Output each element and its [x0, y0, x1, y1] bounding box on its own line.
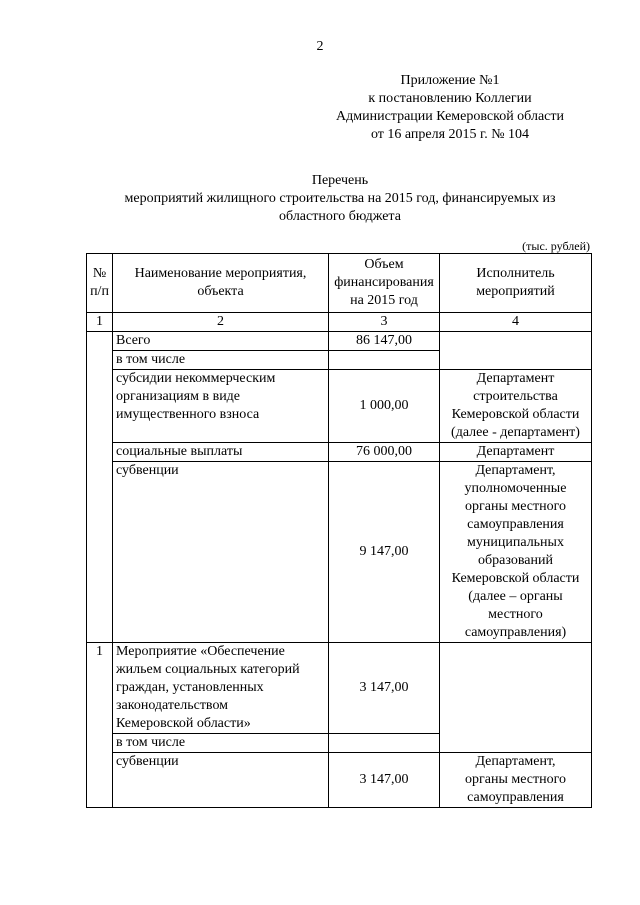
header-executor	[440, 254, 592, 313]
cell-line: строительства	[473, 389, 558, 404]
cell-line: уполномоченные	[464, 481, 567, 496]
cell-line: органы местного	[465, 772, 566, 787]
row-amount: 3 147,00	[329, 753, 440, 808]
cell-line: Департамент	[476, 371, 555, 386]
header-text: Наименование мероприятия,	[134, 266, 307, 281]
cell-line: организациям в виде	[116, 389, 241, 404]
cell-line: образований	[478, 553, 553, 568]
row-executor	[440, 370, 592, 443]
row-amount: 3 147,00	[329, 643, 440, 734]
row-name: Всего	[113, 332, 329, 351]
header-text: мероприятий	[476, 284, 555, 299]
cell-line: самоуправления)	[464, 625, 567, 640]
header-name	[113, 254, 329, 313]
column-number: 3	[329, 313, 440, 332]
row-number-cell	[87, 332, 113, 643]
cell-line: муниципальных	[467, 535, 564, 550]
cell-line: Кемеровской области	[451, 571, 580, 586]
table-row	[87, 462, 592, 643]
header-text: объекта	[197, 284, 244, 299]
page-number: 2	[316, 39, 324, 54]
heading-line: Перечень	[311, 173, 369, 188]
header-text: п/п	[90, 284, 109, 299]
appendix-block	[300, 72, 600, 144]
table-header-row	[87, 254, 592, 313]
header-text: Объем	[364, 257, 404, 272]
cell-line: (далее – органы	[468, 589, 563, 604]
document-heading	[60, 172, 620, 226]
heading-line: мероприятий жилищного строительства на 2015 год, финансируемых из	[124, 191, 556, 206]
appendix-line: от 16 апреля 2015 г. № 104	[370, 127, 530, 142]
row-name: социальные выплаты	[113, 443, 329, 462]
header-text: на 2015 год	[350, 293, 418, 308]
cell-line: граждан, установленных	[116, 680, 264, 695]
row-name	[113, 370, 329, 443]
cell-line: органы местного	[465, 499, 566, 514]
row-amount	[329, 351, 440, 370]
row-name: в том числе	[113, 351, 329, 370]
row-name: субвенции	[113, 462, 329, 643]
row-executor	[440, 643, 592, 753]
cell-line: субсидии некоммерческим	[116, 371, 276, 386]
row-executor: Департамент	[440, 443, 592, 462]
cell-line: местного	[488, 607, 543, 622]
header-text: Исполнитель	[476, 266, 555, 281]
row-executor	[440, 332, 592, 370]
column-number-row	[87, 313, 592, 332]
cell-line: Департамент,	[475, 463, 556, 478]
cell-line: (далее - департамент)	[451, 425, 580, 440]
cell-line: Кемеровской области	[451, 407, 580, 422]
column-number: 1	[87, 313, 113, 332]
cell-line: Кемеровской области»	[116, 716, 251, 731]
table-row	[87, 753, 592, 808]
header-amount	[329, 254, 440, 313]
column-number: 2	[113, 313, 329, 332]
cell-line: Мероприятие «Обеспечение	[116, 644, 285, 659]
row-amount: 86 147,00	[329, 332, 440, 351]
measures-table	[86, 253, 592, 808]
table-row	[87, 332, 592, 351]
row-name: в том числе	[113, 734, 329, 753]
table-row	[87, 370, 592, 443]
cell-line: самоуправления	[467, 790, 564, 805]
table-row	[87, 443, 592, 462]
row-name	[113, 643, 329, 734]
table-row	[87, 643, 592, 734]
appendix-line: Администрации Кемеровской области	[336, 109, 564, 124]
row-amount: 1 000,00	[329, 370, 440, 443]
heading-line: областного бюджета	[279, 209, 401, 224]
appendix-line: Приложение №1	[400, 73, 500, 88]
header-text: финансирования	[334, 275, 434, 290]
row-executor	[440, 462, 592, 643]
row-name: субвенции	[113, 753, 329, 808]
row-number: 1	[87, 643, 113, 808]
units-label: (тыс. рублей)	[522, 239, 590, 253]
column-number: 4	[440, 313, 592, 332]
cell-line: имущественного взноса	[116, 407, 260, 422]
appendix-line: к постановлению Коллегии	[368, 91, 532, 106]
cell-line: Департамент,	[475, 754, 556, 769]
row-executor	[440, 753, 592, 808]
row-amount	[329, 734, 440, 753]
cell-line: самоуправления	[467, 517, 564, 532]
header-text: №	[92, 266, 107, 281]
row-amount: 76 000,00	[329, 443, 440, 462]
cell-line: жильем социальных категорий	[116, 662, 300, 677]
cell-line: законодательством	[116, 698, 229, 713]
header-number	[87, 254, 113, 313]
row-amount: 9 147,00	[329, 462, 440, 643]
